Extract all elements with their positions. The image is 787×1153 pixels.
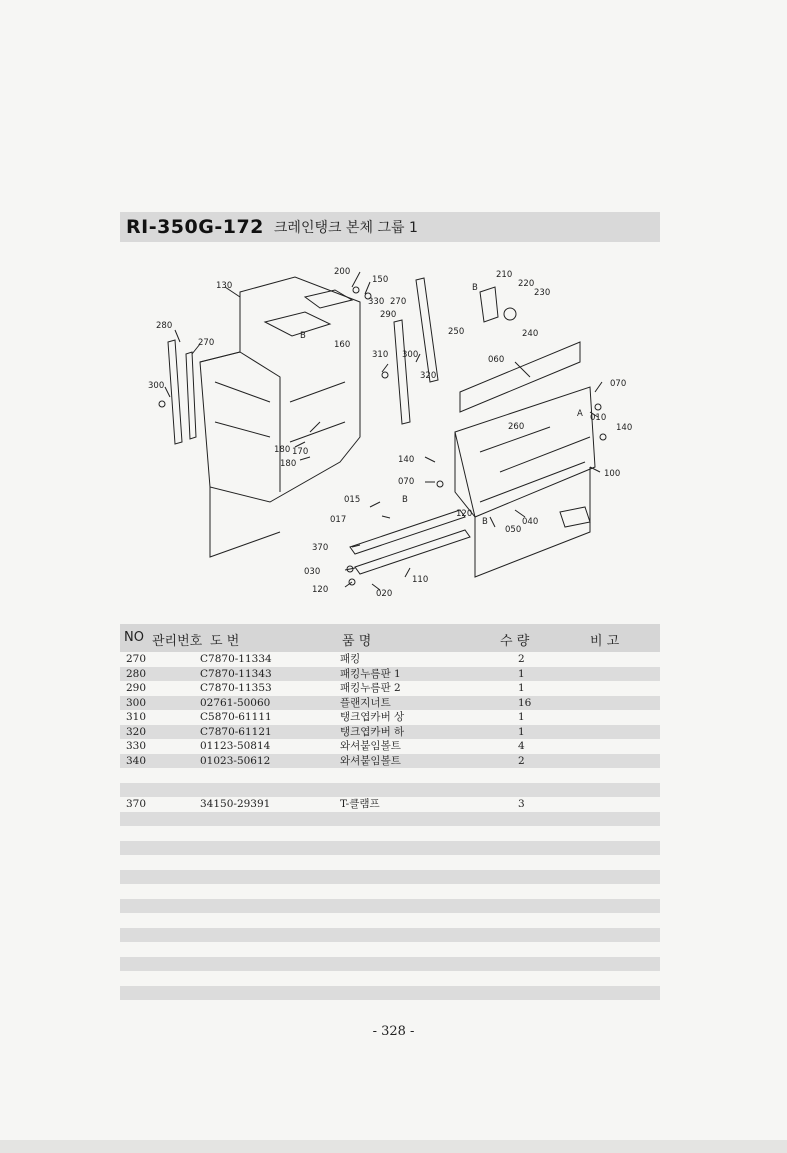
callout-label: 300 bbox=[148, 381, 165, 391]
cell-name: 플랜지너트 bbox=[340, 696, 391, 709]
cell-qty: 4 bbox=[518, 740, 525, 752]
cell-no: 330 bbox=[126, 740, 147, 752]
callout-label: 017 bbox=[330, 515, 347, 525]
table-row bbox=[120, 913, 660, 928]
table-row bbox=[120, 710, 660, 725]
cell-qty: 1 bbox=[518, 725, 525, 738]
callout-label: A bbox=[577, 409, 583, 419]
callout-label: 270 bbox=[198, 338, 215, 348]
cell-qty: 1 bbox=[518, 711, 525, 723]
callout-label: 070 bbox=[610, 379, 627, 389]
cell-part: 34150-29391 bbox=[200, 798, 271, 810]
group-name: 크레인탱크 본체 그룹 1 bbox=[273, 220, 418, 236]
table-row bbox=[120, 696, 660, 711]
cell-name: 와셔붙임볼트 bbox=[340, 740, 401, 752]
col-qty: 수 량 bbox=[500, 634, 530, 649]
cell-qty: 2 bbox=[518, 653, 525, 665]
table-header bbox=[120, 624, 660, 652]
callout-label: 210 bbox=[496, 270, 513, 280]
callout-label: 010 bbox=[590, 413, 607, 423]
callout-label: 015 bbox=[344, 495, 361, 505]
table-row bbox=[120, 826, 660, 841]
table-row bbox=[120, 971, 660, 986]
exploded-parts-diagram bbox=[120, 262, 660, 607]
callout-label: 110 bbox=[412, 575, 429, 585]
cell-part: 01123-50814 bbox=[200, 740, 271, 752]
cell-name: 패킹 bbox=[340, 653, 361, 665]
callout-label: 280 bbox=[156, 321, 173, 331]
callout-label: 120 bbox=[456, 509, 473, 519]
callout-label: 140 bbox=[616, 423, 633, 433]
callout-label: 020 bbox=[376, 589, 393, 599]
callout-label: 200 bbox=[334, 267, 351, 277]
callout-label: 150 bbox=[372, 275, 389, 285]
cell-no: 320 bbox=[126, 725, 147, 738]
callout-label: 230 bbox=[534, 288, 551, 298]
callout-label: 320 bbox=[420, 371, 437, 381]
callout-label: 130 bbox=[216, 281, 233, 291]
cell-part: C5870-61111 bbox=[200, 711, 272, 723]
callout-label: 250 bbox=[448, 327, 465, 337]
cell-name: 와셔붙임볼트 bbox=[340, 754, 401, 767]
diagram-svg bbox=[120, 262, 660, 607]
model-code: RI-350G-172 bbox=[126, 216, 264, 238]
cell-part: 01023-50612 bbox=[200, 754, 271, 767]
cell-qty: 1 bbox=[518, 682, 525, 694]
callout-label: 050 bbox=[505, 525, 522, 535]
col-name: 품 명 bbox=[342, 634, 372, 649]
table-row bbox=[120, 899, 660, 914]
table-row bbox=[120, 870, 660, 885]
table-row bbox=[120, 783, 660, 798]
cell-part: C7870-61121 bbox=[200, 725, 272, 738]
cell-no: 300 bbox=[126, 696, 147, 709]
col-remark: 비 고 bbox=[590, 634, 620, 649]
col-no: NO bbox=[124, 630, 144, 645]
cell-qty: 1 bbox=[518, 667, 525, 680]
callout-label: 040 bbox=[522, 517, 539, 527]
cell-part: C7870-11353 bbox=[200, 682, 272, 694]
callout-label: 140 bbox=[398, 455, 415, 465]
callout-label: B bbox=[300, 331, 306, 341]
scan-edge bbox=[0, 1140, 787, 1153]
callout-label: 160 bbox=[334, 340, 351, 350]
callout-label: B bbox=[402, 495, 408, 505]
callout-label: 180 bbox=[280, 459, 297, 469]
callout-label: 260 bbox=[508, 422, 525, 432]
cell-name: 탱크엽카버 상 bbox=[340, 711, 405, 723]
table-row bbox=[120, 986, 660, 1001]
callout-label: 180 bbox=[274, 445, 291, 455]
callout-label: 300 bbox=[402, 350, 419, 360]
callout-label: 100 bbox=[604, 469, 621, 479]
callout-label: 060 bbox=[488, 355, 505, 365]
cell-no: 310 bbox=[126, 711, 147, 723]
table-row bbox=[120, 855, 660, 870]
callout-label: 330 bbox=[368, 297, 385, 307]
callout-label: 120 bbox=[312, 585, 329, 595]
table-row bbox=[120, 725, 660, 740]
table-row bbox=[120, 667, 660, 682]
cell-part: 02761-50060 bbox=[200, 696, 271, 709]
cell-no: 290 bbox=[126, 682, 147, 694]
callout-label: 070 bbox=[398, 477, 415, 487]
callout-label: 270 bbox=[390, 297, 407, 307]
table-row bbox=[120, 797, 660, 812]
table-row bbox=[120, 942, 660, 957]
col-mgmt: 관리번호 bbox=[152, 634, 203, 649]
table-row bbox=[120, 957, 660, 972]
table-row bbox=[120, 884, 660, 899]
table-row bbox=[120, 812, 660, 827]
callout-label: B bbox=[472, 283, 478, 293]
callout-label: 290 bbox=[380, 310, 397, 320]
callout-label: 220 bbox=[518, 279, 535, 289]
table-row bbox=[120, 681, 660, 696]
table-row bbox=[120, 768, 660, 783]
col-drawing: 도 번 bbox=[210, 634, 240, 649]
cell-qty: 16 bbox=[518, 696, 532, 709]
callout-label: 370 bbox=[312, 543, 329, 553]
table-row bbox=[120, 652, 660, 667]
table-row bbox=[120, 739, 660, 754]
cell-no: 340 bbox=[126, 754, 147, 767]
cell-qty: 2 bbox=[518, 754, 525, 767]
cell-qty: 3 bbox=[518, 798, 525, 810]
table-row bbox=[120, 754, 660, 769]
cell-name: T-클램프 bbox=[340, 798, 380, 810]
table-row bbox=[120, 841, 660, 856]
cell-part: C7870-11334 bbox=[200, 653, 272, 665]
table-body bbox=[120, 652, 660, 1000]
section-title-bar bbox=[120, 212, 660, 242]
cell-part: C7870-11343 bbox=[200, 667, 272, 680]
callout-label: 170 bbox=[292, 447, 309, 457]
callout-label: 240 bbox=[522, 329, 539, 339]
table-row bbox=[120, 928, 660, 943]
cell-no: 370 bbox=[126, 798, 147, 810]
callout-label: B bbox=[482, 517, 488, 527]
parts-table bbox=[120, 624, 660, 1000]
cell-name: 탱크엽카버 하 bbox=[340, 725, 405, 738]
cell-no: 280 bbox=[126, 667, 147, 680]
cell-name: 패킹누름판 1 bbox=[340, 667, 401, 680]
callout-label: 310 bbox=[372, 350, 389, 360]
cell-no: 270 bbox=[126, 653, 147, 665]
cell-name: 패킹누름판 2 bbox=[340, 682, 401, 694]
callout-label: 030 bbox=[304, 567, 321, 577]
page-number: - 328 - bbox=[372, 1024, 415, 1039]
